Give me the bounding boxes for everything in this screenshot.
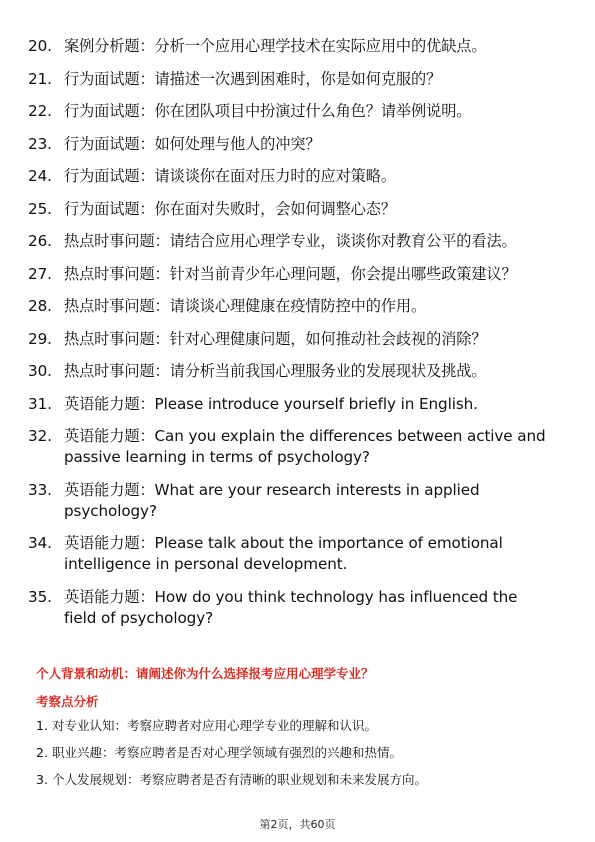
- question-text: 英语能力题：Please introduce yourself briefly in English.: [64, 394, 478, 413]
- question-text: 热点时事问题：请结合应用心理学专业，谈谈你对教育公平的看法。: [64, 232, 517, 250]
- question-number: 35.: [28, 587, 52, 606]
- question-item: [28, 166, 548, 187]
- question-text: 行为面试题：如何处理与他人的冲突？: [64, 134, 321, 153]
- question-item: [28, 480, 548, 522]
- question-item: [28, 361, 548, 382]
- question-number: 28.: [28, 297, 52, 315]
- section-title: 个人背景和动机：请阐述你为什么选择报考应用心理学专业？: [36, 666, 374, 681]
- point-number: 3.: [36, 772, 48, 787]
- question-text: 行为面试题：请描述一次遇到困难时，你是如何克服的？: [64, 69, 442, 88]
- question-number: 29.: [28, 329, 52, 348]
- question-text: 英语能力题：How do you think technology has influenced the field of psychology?: [64, 587, 518, 627]
- question-item: [28, 426, 548, 468]
- question-text: 行为面试题：你在面对失败时，会如何调整心态？: [64, 199, 396, 218]
- question-text: 热点时事问题：请分析当前我国心理服务业的发展现状及挑战。: [64, 362, 487, 380]
- question-item: [28, 101, 548, 122]
- question-text: 英语能力题：Please talk about the importance of emotional intelligence in personal development.: [64, 534, 503, 573]
- question-text: 行为面试题：请谈谈你在面对压力时的应对策略。: [64, 167, 396, 185]
- question-item: [28, 134, 548, 155]
- page-footer: 第2页，共60页: [259, 818, 336, 831]
- question-text: 行为面试题：你在团队项目中扮演过什么角色？请举例说明。: [64, 102, 472, 120]
- question-number: 33.: [28, 480, 52, 499]
- list-item: [36, 772, 556, 788]
- point-number: 2.: [36, 745, 48, 760]
- question-number: 23.: [28, 134, 52, 153]
- question-item: [28, 394, 548, 415]
- question-item: [28, 36, 548, 57]
- question-item: [28, 264, 548, 285]
- question-item: [28, 231, 548, 252]
- question-text: 英语能力题：What are your research interests in applied psychology?: [64, 480, 480, 520]
- question-list: [28, 36, 548, 640]
- question-text: 热点时事问题：针对当前青少年心理问题，你会提出哪些政策建议？: [64, 264, 517, 283]
- question-item: [28, 329, 548, 350]
- point-text: 对专业认知：考察应聘者对应用心理学专业的理解和认识。: [52, 718, 378, 733]
- point-text: 个人发展规划：考察应聘者是否有清晰的职业规划和未来发展方向。: [52, 772, 428, 787]
- question-number: 31.: [28, 394, 52, 413]
- list-item: [36, 745, 556, 761]
- question-item: [28, 296, 548, 317]
- question-number: 26.: [28, 232, 52, 250]
- question-number: 25.: [28, 199, 52, 218]
- list-item: [36, 718, 556, 734]
- question-text: 案例分析题：分析一个应用心理学技术在实际应用中的优缺点。: [64, 37, 487, 55]
- question-number: 24.: [28, 167, 52, 185]
- question-item: [28, 533, 548, 575]
- question-number: 20.: [28, 37, 52, 55]
- point-text: 职业兴趣：考察应聘者是否对心理学领域有强烈的兴趣和热情。: [52, 745, 403, 760]
- question-number: 21.: [28, 69, 52, 88]
- question-number: 30.: [28, 362, 52, 380]
- section-subtitle: 考察点分析: [36, 694, 99, 709]
- question-item: [28, 69, 548, 90]
- question-text: 热点时事问题：请谈谈心理健康在疫情防控中的作用。: [64, 297, 427, 315]
- question-text: 英语能力题：Can you explain the differences between active and passive learning in terms of psychology?: [64, 427, 546, 466]
- question-number: 34.: [28, 534, 52, 552]
- point-number: 1.: [36, 718, 48, 733]
- question-number: 22.: [28, 102, 52, 120]
- question-item: [28, 199, 548, 220]
- question-text: 热点时事问题：针对心理健康问题，如何推动社会歧视的消除？: [64, 329, 487, 348]
- analysis-points: [36, 718, 556, 799]
- question-number: 27.: [28, 264, 52, 283]
- question-number: 32.: [28, 427, 52, 445]
- question-item: [28, 587, 548, 629]
